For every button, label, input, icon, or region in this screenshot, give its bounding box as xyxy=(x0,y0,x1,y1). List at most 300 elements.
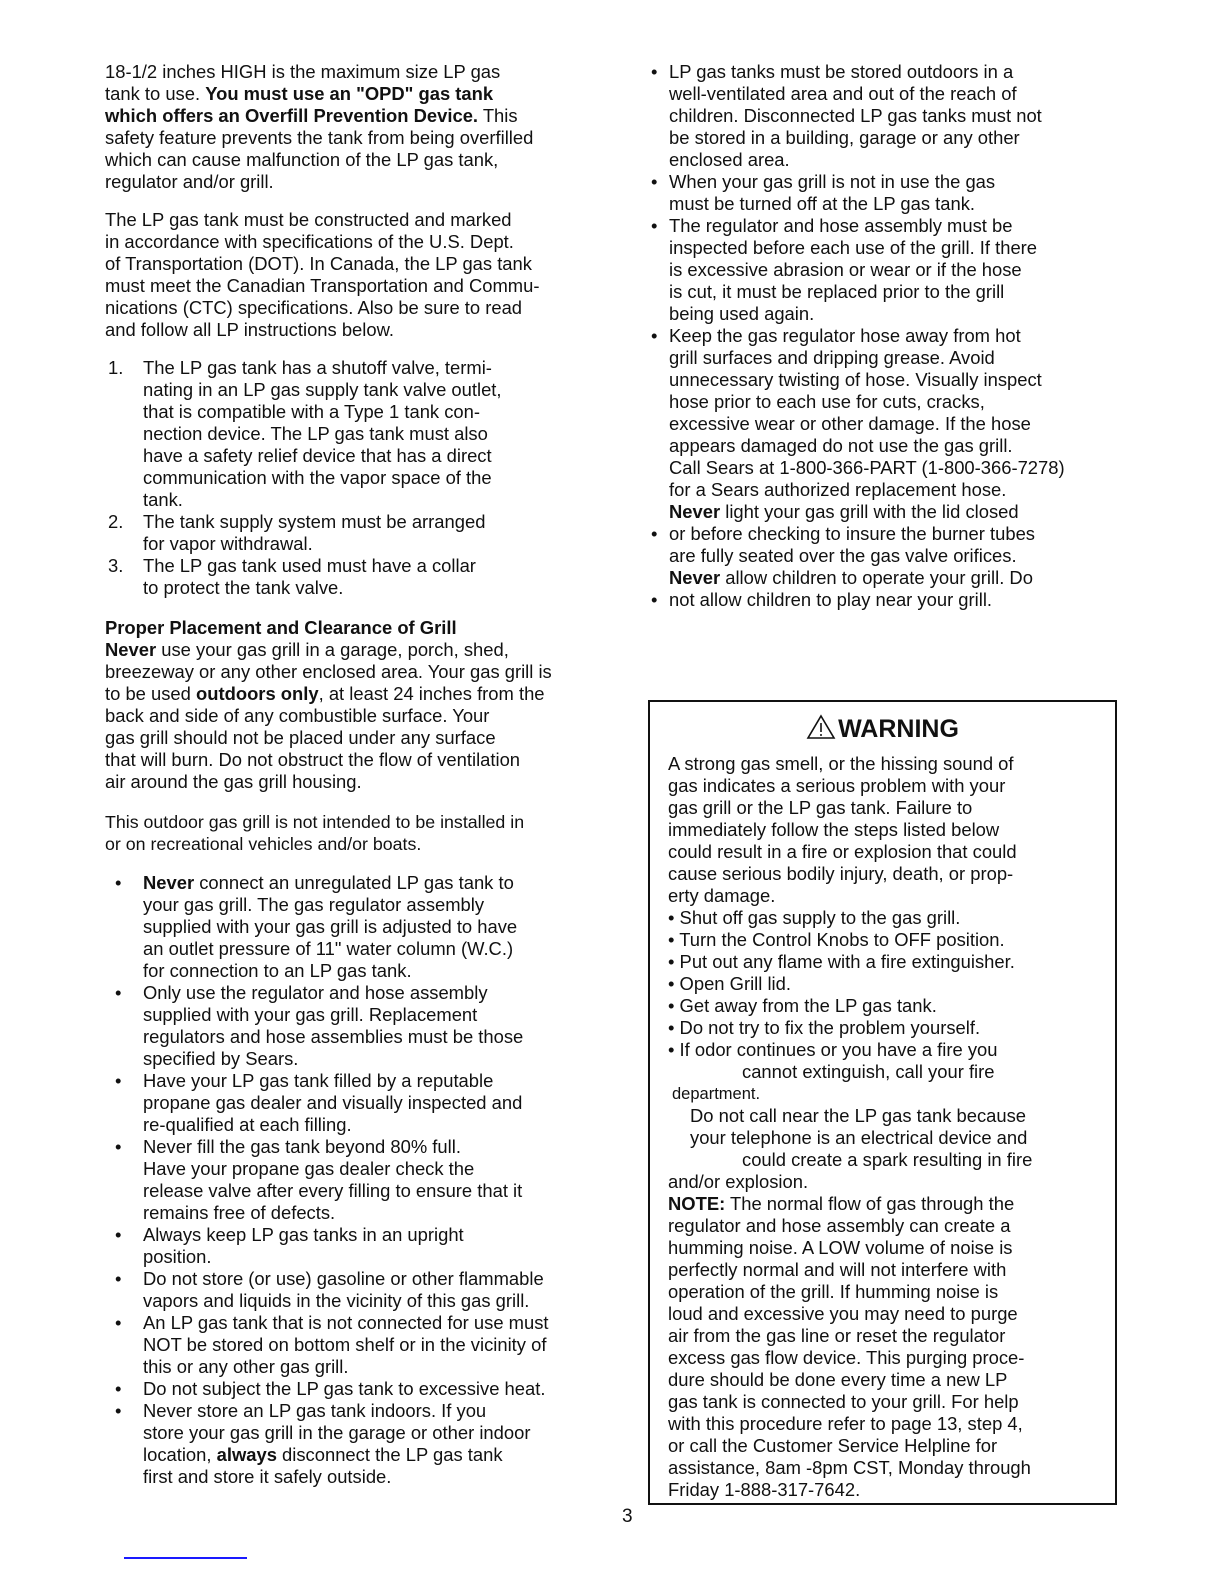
text-line xyxy=(143,1356,549,1378)
text-span: tank to use. xyxy=(105,83,206,104)
warning-text xyxy=(668,753,1032,1501)
text-span: your gas grill. The gas regulator assembly xyxy=(143,894,485,915)
text-line xyxy=(143,1158,549,1180)
text-line xyxy=(669,237,1065,259)
bold-text: Never xyxy=(105,639,157,660)
bullet-icon: • xyxy=(115,1070,122,1091)
text-line xyxy=(669,435,1065,457)
text-line xyxy=(143,894,549,916)
text-span: your telephone is an electrical device and xyxy=(690,1127,1028,1148)
text-line xyxy=(143,1136,549,1158)
warning-title-text: WARNING xyxy=(838,715,959,743)
text-span: allow children to operate your grill. Do xyxy=(720,567,1033,588)
bullet-icon: • xyxy=(115,1312,122,1333)
text-span: Never fill the gas tank beyond 80% full. xyxy=(143,1136,461,1157)
list-item xyxy=(105,1400,549,1488)
text-line xyxy=(668,1259,1032,1281)
list-number: 2. xyxy=(108,511,124,532)
list-item xyxy=(105,982,549,1070)
text-span: or call the Customer Service Helpline for xyxy=(668,1435,998,1456)
text-line xyxy=(668,1061,1032,1083)
bullet-icon: • xyxy=(115,1224,122,1245)
text-span: nications (CTC) specifications. Also be sure to read xyxy=(105,297,523,318)
list-item xyxy=(105,511,502,555)
text-line xyxy=(668,753,1032,775)
text-span: is excessive abrasion or wear or if the hose xyxy=(669,259,1022,280)
text-line xyxy=(669,281,1065,303)
text-line xyxy=(669,391,1065,413)
text-span: excessive wear or other damage. If the hose xyxy=(669,413,1031,434)
list-number: 3. xyxy=(108,555,124,576)
text-span: first and store it safely outside. xyxy=(143,1466,392,1487)
text-span: must be turned off at the LP gas tank. xyxy=(669,193,976,214)
text-line xyxy=(143,357,502,379)
text-span: of Transportation (DOT). In Canada, the LP gas tank xyxy=(105,253,532,274)
text-line xyxy=(668,907,1032,929)
text-line xyxy=(105,319,539,341)
text-line xyxy=(668,1391,1032,1413)
list-item xyxy=(648,61,1065,171)
text-line xyxy=(669,545,1065,567)
warning-box xyxy=(648,700,1117,1505)
text-line xyxy=(668,1347,1032,1369)
text-line xyxy=(668,1435,1032,1457)
text-line xyxy=(143,533,502,555)
text-span: • Turn the Control Knobs to OFF position. xyxy=(668,929,1005,950)
text-line xyxy=(143,1180,549,1202)
text-line xyxy=(668,1281,1032,1303)
text-span: assistance, 8am -8pm CST, Monday through xyxy=(668,1457,1031,1478)
bold-text: You must use an "OPD" gas tank xyxy=(205,83,494,104)
text-span: enclosed area. xyxy=(669,149,790,170)
text-line xyxy=(669,259,1065,281)
text-line xyxy=(143,511,502,533)
text-span: • Put out any flame with a fire extinguisher. xyxy=(668,951,1015,972)
text-span: immediately follow the steps listed below xyxy=(668,819,1000,840)
text-line xyxy=(143,555,502,577)
text-span: disconnect the LP gas tank xyxy=(276,1444,503,1465)
list-item xyxy=(648,325,1065,501)
text-line xyxy=(669,105,1065,127)
text-span: air around the gas grill housing. xyxy=(105,771,362,792)
text-span: which can cause malfunction of the LP gas tank, xyxy=(105,149,499,170)
text-line xyxy=(143,1378,549,1400)
text-line xyxy=(669,325,1065,347)
intro-paragraph xyxy=(105,61,533,193)
text-line xyxy=(105,127,533,149)
text-line xyxy=(143,872,549,894)
text-span: store your gas grill in the garage or other indoor xyxy=(143,1422,531,1443)
text-line xyxy=(143,1312,549,1334)
text-span: air from the gas line or reset the regulator xyxy=(668,1325,1006,1346)
placement-paragraph xyxy=(105,639,552,793)
text-span: regulators and hose assemblies must be those xyxy=(143,1026,524,1047)
text-span: re-qualified at each filling. xyxy=(143,1114,352,1135)
text-span: or on recreational vehicles and/or boats. xyxy=(105,834,422,854)
text-line xyxy=(143,1026,549,1048)
text-span: and follow all LP instructions below. xyxy=(105,319,394,340)
text-span: • Do not try to fix the problem yourself. xyxy=(668,1017,981,1038)
text-span: When your gas grill is not in use the gas xyxy=(669,171,996,192)
text-line xyxy=(669,61,1065,83)
text-span: An LP gas tank that is not connected for use must xyxy=(143,1312,549,1333)
text-span: back and side of any combustible surface. Your xyxy=(105,705,490,726)
text-span: humming noise. A LOW volume of noise is xyxy=(668,1237,1013,1258)
bullet-icon: • xyxy=(115,872,122,893)
text-line xyxy=(668,775,1032,797)
text-line xyxy=(143,1202,549,1224)
text-span: not allow children to play near your grill. xyxy=(669,589,993,610)
text-line xyxy=(143,982,549,1004)
list-item xyxy=(105,1070,549,1136)
text-line xyxy=(668,1303,1032,1325)
bullet-icon: • xyxy=(651,61,658,82)
text-span: Do not call near the LP gas tank because xyxy=(690,1105,1027,1126)
text-line xyxy=(143,423,502,445)
text-span: appears damaged do not use the gas grill. xyxy=(669,435,1013,456)
warning-triangle-icon xyxy=(806,714,836,740)
text-span: perfectly normal and will not interfere with xyxy=(668,1259,1007,1280)
text-span: vapors and liquids in the vicinity of this gas grill. xyxy=(143,1290,530,1311)
text-line xyxy=(143,1114,549,1136)
text-span: gas grill should not be placed under any surface xyxy=(105,727,496,748)
text-line xyxy=(143,1334,549,1356)
text-span: This outdoor gas grill is not intended to be installed in xyxy=(105,812,525,832)
bold-text: Never xyxy=(669,501,721,522)
text-line xyxy=(143,1290,549,1312)
bold-text: Never xyxy=(143,872,195,893)
list-item xyxy=(105,1268,549,1312)
storage-bullet-list xyxy=(648,61,1065,611)
text-span: • Shut off gas supply to the gas grill. xyxy=(668,907,961,928)
bullet-icon: • xyxy=(115,1400,122,1421)
text-line xyxy=(668,1039,1032,1061)
text-span: nating in an LP gas supply tank valve outlet, xyxy=(143,379,502,400)
text-span: being used again. xyxy=(669,303,815,324)
text-span: unnecessary twisting of hose. Visually inspect xyxy=(669,369,1042,390)
text-span: grill surfaces and dripping grease. Avoid xyxy=(669,347,995,368)
text-line xyxy=(143,489,502,511)
text-span: Have your LP gas tank filled by a reputable xyxy=(143,1070,494,1091)
text-span: for a Sears authorized replacement hose. xyxy=(669,479,1007,500)
text-line xyxy=(143,938,549,960)
text-line xyxy=(669,171,1065,193)
text-span: The LP gas tank must be constructed and marked xyxy=(105,209,512,230)
text-line xyxy=(143,960,549,982)
text-span: loud and excessive you may need to purge xyxy=(668,1303,1018,1324)
warning-title xyxy=(650,714,1115,744)
text-line xyxy=(105,833,524,855)
bold-text: always xyxy=(216,1444,277,1465)
text-span: inspected before each use of the grill. If there xyxy=(669,237,1038,258)
text-line xyxy=(668,819,1032,841)
text-span: The LP gas tank used must have a collar xyxy=(143,555,476,576)
text-span: supplied with your gas grill is adjusted to have xyxy=(143,916,518,937)
text-span: for connection to an LP gas tank. xyxy=(143,960,412,981)
text-line xyxy=(668,929,1032,951)
text-line xyxy=(143,916,549,938)
text-span: Do not store (or use) gasoline or other flammable xyxy=(143,1268,544,1289)
text-line xyxy=(143,445,502,467)
bold-text: which offers an Overfill Prevention Device. xyxy=(105,105,479,126)
text-line xyxy=(143,401,502,423)
text-span: an outlet pressure of 11" water column (W.C.) xyxy=(143,938,514,959)
footer-rule xyxy=(124,1557,247,1559)
text-line xyxy=(669,457,1065,479)
list-item xyxy=(105,357,502,511)
text-line xyxy=(105,253,539,275)
bullet-icon: • xyxy=(651,589,658,610)
text-span: • If odor continues or you have a fire you xyxy=(668,1039,998,1060)
text-span: light your gas grill with the lid closed xyxy=(720,501,1019,522)
text-line xyxy=(669,369,1065,391)
text-span: hose prior to each use for cuts, cracks, xyxy=(669,391,985,412)
text-span: department. xyxy=(672,1085,761,1103)
text-span: are fully seated over the gas valve orifices. xyxy=(669,545,1017,566)
text-span: could result in a fire or explosion that could xyxy=(668,841,1017,862)
text-span: or before checking to insure the burner tubes xyxy=(669,523,1035,544)
text-span: remains free of defects. xyxy=(143,1202,336,1223)
section-heading-placement: Proper Placement and Clearance of Grill xyxy=(105,617,457,638)
text-line xyxy=(143,379,502,401)
text-line xyxy=(669,347,1065,369)
text-span: cannot extinguish, call your fire xyxy=(742,1061,995,1082)
text-span: in accordance with specifications of the U.S. Dept. xyxy=(105,231,514,252)
text-span: connect an unregulated LP gas tank to xyxy=(194,872,514,893)
text-span: be stored in a building, garage or any other xyxy=(669,127,1020,148)
list-item xyxy=(105,1312,549,1378)
text-span: Only use the regulator and hose assembly xyxy=(143,982,488,1003)
text-span: The regulator and hose assembly must be xyxy=(669,215,1013,236)
text-line xyxy=(669,479,1065,501)
text-line xyxy=(105,83,533,105)
text-span: NOT be stored on bottom shelf or in the vicinity of xyxy=(143,1334,547,1355)
list-number: 1. xyxy=(108,357,124,378)
text-line xyxy=(105,705,552,727)
list-item xyxy=(105,872,549,982)
text-line xyxy=(669,413,1065,435)
text-line xyxy=(105,683,552,705)
text-line xyxy=(143,1070,549,1092)
text-span: could create a spark resulting in fire xyxy=(742,1149,1033,1170)
text-span: The tank supply system must be arranged xyxy=(143,511,486,532)
text-line xyxy=(143,1048,549,1070)
text-span: Have your propane gas dealer check the xyxy=(143,1158,475,1179)
text-line xyxy=(669,83,1065,105)
list-item xyxy=(648,567,1065,611)
text-line xyxy=(669,589,1065,611)
text-line xyxy=(143,1224,549,1246)
bullet-icon: • xyxy=(651,215,658,236)
text-line xyxy=(668,1237,1032,1259)
text-span: position. xyxy=(143,1246,212,1267)
text-span: breezeway or any other enclosed area. Your gas grill is xyxy=(105,661,552,682)
text-line xyxy=(143,1444,549,1466)
text-span: release valve after every filling to ensure that it xyxy=(143,1180,523,1201)
list-item xyxy=(648,215,1065,325)
text-span: operation of the grill. If humming noise is xyxy=(668,1281,999,1302)
text-line xyxy=(143,1466,549,1488)
text-line xyxy=(105,661,552,683)
dot-specifications-paragraph xyxy=(105,209,539,341)
text-span: location, xyxy=(143,1444,217,1465)
text-line xyxy=(143,1400,549,1422)
text-line xyxy=(143,1246,549,1268)
page-number: 3 xyxy=(622,1506,633,1527)
text-span: dure should be done every time a new LP xyxy=(668,1369,1008,1390)
list-item xyxy=(105,1224,549,1268)
list-item xyxy=(105,555,502,599)
text-span: to protect the tank valve. xyxy=(143,577,344,598)
text-span: use your gas grill in a garage, porch, shed, xyxy=(156,639,509,660)
text-line xyxy=(668,1127,1032,1149)
text-line xyxy=(669,501,1065,523)
text-line xyxy=(668,951,1032,973)
text-span: to be used xyxy=(105,683,197,704)
text-span: specified by Sears. xyxy=(143,1048,299,1069)
text-line xyxy=(143,1268,549,1290)
text-span: children. Disconnected LP gas tanks must not xyxy=(669,105,1042,126)
text-span: 18-1/2 inches HIGH is the maximum size LP gas xyxy=(105,61,501,82)
text-span: must meet the Canadian Transportation and Commu- xyxy=(105,275,540,296)
text-span: tank. xyxy=(143,489,183,510)
text-line xyxy=(105,771,552,793)
text-line xyxy=(668,841,1032,863)
text-line xyxy=(105,171,533,193)
text-line xyxy=(669,149,1065,171)
text-line xyxy=(143,577,502,599)
text-line xyxy=(668,1105,1032,1127)
text-span: is cut, it must be replaced prior to the grill xyxy=(669,281,1005,302)
text-span: communication with the vapor space of the xyxy=(143,467,492,488)
text-line xyxy=(105,749,552,771)
text-line xyxy=(143,1004,549,1026)
text-span: LP gas tanks must be stored outdoors in a xyxy=(669,61,1014,82)
text-span: • Get away from the LP gas tank. xyxy=(668,995,937,1016)
text-span: that is compatible with a Type 1 tank con- xyxy=(143,401,481,422)
text-span: with this procedure refer to page 13, step 4, xyxy=(668,1413,1023,1434)
text-span: safety feature prevents the tank from being overfilled xyxy=(105,127,534,148)
bullet-icon: • xyxy=(115,1378,122,1399)
text-span: excess gas flow device. This purging proce- xyxy=(668,1347,1025,1368)
text-line xyxy=(105,297,539,319)
text-line xyxy=(105,639,552,661)
text-line xyxy=(143,1092,549,1114)
text-span: well-ventilated area and out of the reach of xyxy=(669,83,1017,104)
text-line xyxy=(105,231,539,253)
safety-bullet-list xyxy=(105,872,549,1488)
text-line xyxy=(668,1457,1032,1479)
text-line xyxy=(105,727,552,749)
text-line xyxy=(668,1479,1032,1501)
text-span: Friday 1-888-317-7642. xyxy=(668,1479,861,1500)
text-span: Call Sears at 1-800-366-PART (1-800-366-7278) xyxy=(669,457,1065,478)
text-line xyxy=(669,567,1065,589)
text-span: Always keep LP gas tanks in an upright xyxy=(143,1224,464,1245)
text-span: erty damage. xyxy=(668,885,776,906)
bold-text: NOTE: xyxy=(668,1193,726,1214)
bullet-icon: • xyxy=(651,171,658,192)
list-item xyxy=(648,171,1065,215)
text-span: Keep the gas regulator hose away from hot xyxy=(669,325,1021,346)
text-line xyxy=(668,973,1032,995)
text-line xyxy=(668,995,1032,1017)
numbered-requirements-list xyxy=(105,357,502,599)
text-span: This xyxy=(478,105,518,126)
recreational-vehicles-paragraph xyxy=(105,811,524,855)
text-line xyxy=(105,275,539,297)
text-line xyxy=(669,303,1065,325)
text-line xyxy=(105,105,533,127)
text-line xyxy=(105,811,524,833)
list-item xyxy=(648,501,1065,567)
text-line xyxy=(669,215,1065,237)
bullet-icon: • xyxy=(115,1136,122,1157)
bullet-icon: • xyxy=(115,1268,122,1289)
text-span: Do not subject the LP gas tank to excessive heat. xyxy=(143,1378,546,1399)
text-span: regulator and/or grill. xyxy=(105,171,274,192)
text-span: • Open Grill lid. xyxy=(668,973,791,994)
text-span: for vapor withdrawal. xyxy=(143,533,313,554)
text-line xyxy=(143,467,502,489)
text-line xyxy=(668,1413,1032,1435)
bullet-icon: • xyxy=(115,982,122,1003)
text-span: , at least 24 inches from the xyxy=(318,683,545,704)
text-span: cause serious bodily injury, death, or prop- xyxy=(668,863,1014,884)
list-item xyxy=(105,1378,549,1400)
text-span: gas grill or the LP gas tank. Failure to xyxy=(668,797,973,818)
text-line xyxy=(668,1325,1032,1347)
text-span: have a safety relief device that has a direct xyxy=(143,445,492,466)
text-line xyxy=(669,523,1065,545)
text-line xyxy=(668,1083,1032,1105)
text-line xyxy=(668,885,1032,907)
text-line xyxy=(105,61,533,83)
text-span: The LP gas tank has a shutoff valve, termi- xyxy=(143,357,492,378)
text-line xyxy=(668,1369,1032,1391)
bullet-icon: • xyxy=(651,325,658,346)
text-span: gas indicates a serious problem with your xyxy=(668,775,1006,796)
text-line xyxy=(669,127,1065,149)
text-line xyxy=(668,863,1032,885)
text-line xyxy=(668,1193,1032,1215)
text-line xyxy=(143,1422,549,1444)
text-line xyxy=(105,149,533,171)
text-span: supplied with your gas grill. Replacement xyxy=(143,1004,478,1025)
text-span: nection device. The LP gas tank must also xyxy=(143,423,488,444)
bold-text: Never xyxy=(669,567,721,588)
bullet-icon: • xyxy=(651,523,658,544)
text-span: regulator and hose assembly can create a xyxy=(668,1215,1011,1236)
text-span: propane gas dealer and visually inspected and xyxy=(143,1092,523,1113)
text-span: that will burn. Do not obstruct the flow of ventilation xyxy=(105,749,521,770)
text-line xyxy=(105,209,539,231)
list-item xyxy=(105,1136,549,1224)
bold-text: outdoors only xyxy=(196,683,319,704)
text-line xyxy=(668,797,1032,819)
text-span: Never store an LP gas tank indoors. If you xyxy=(143,1400,487,1421)
text-span: gas tank is connected to your grill. For help xyxy=(668,1391,1019,1412)
text-line xyxy=(668,1215,1032,1237)
text-line xyxy=(668,1171,1032,1193)
text-line xyxy=(669,193,1065,215)
text-span: The normal flow of gas through the xyxy=(725,1193,1015,1214)
text-line xyxy=(668,1149,1032,1171)
text-line xyxy=(668,1017,1032,1039)
text-span: and/or explosion. xyxy=(668,1171,809,1192)
text-span: A strong gas smell, or the hissing sound of xyxy=(668,753,1014,774)
text-span: this or any other gas grill. xyxy=(143,1356,349,1377)
